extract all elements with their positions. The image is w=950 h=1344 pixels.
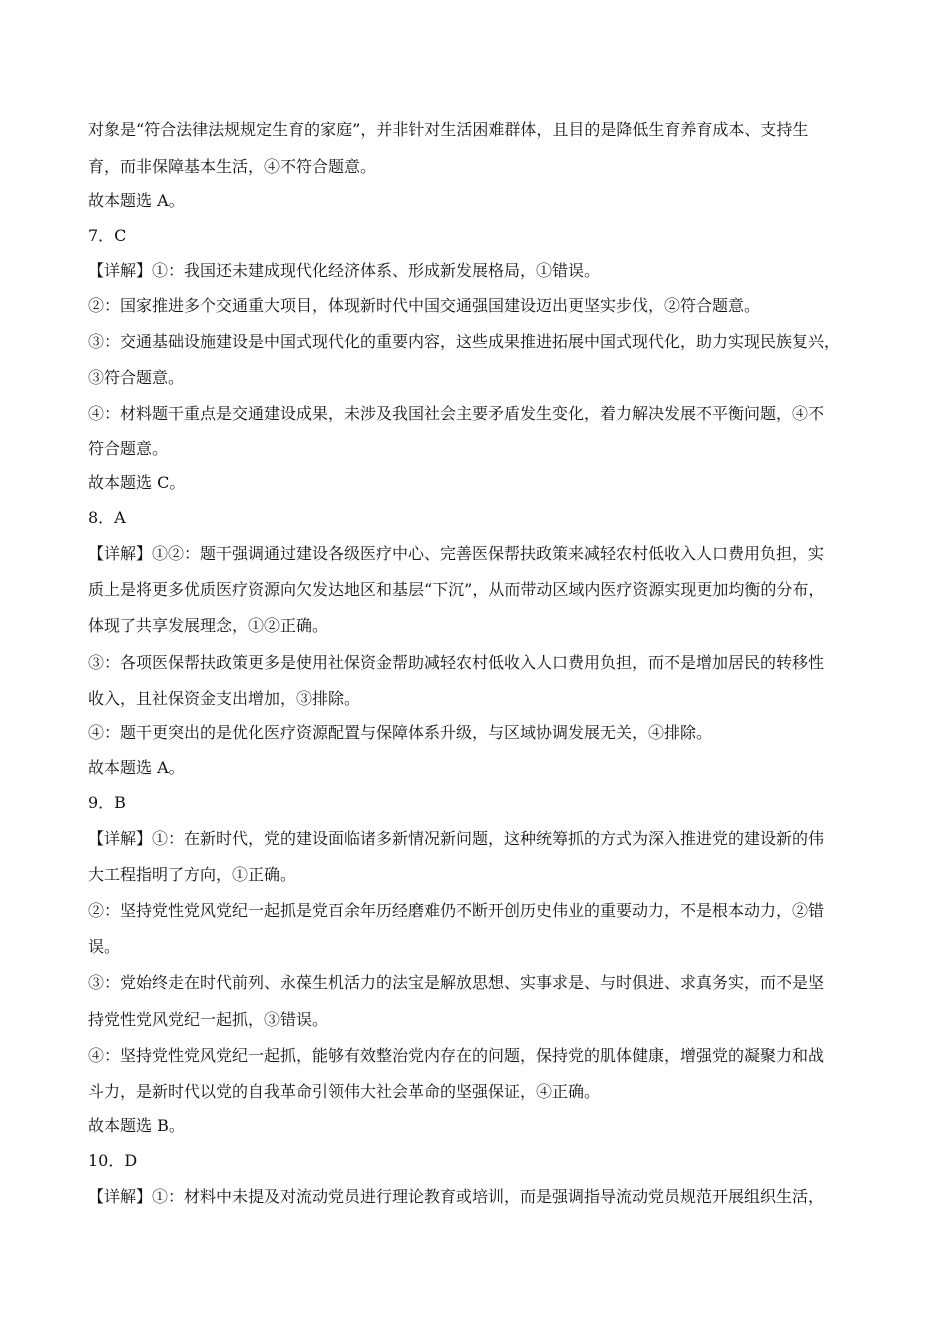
text-line: 质上是将更多优质医疗资源向欠发达地区和基层“下沉”，从而带动区域内医疗资源实现更加均衡的分布， xyxy=(88,580,825,599)
question-number: 9．B xyxy=(88,793,126,812)
text-line: 大工程指明了方向，①正确。 xyxy=(88,865,297,884)
text-line: 故本题选 B。 xyxy=(88,1116,185,1135)
text-line: 对象是“符合法律法规规定生育的家庭”，并非针对生活困难群体，且目的是降低生育养育成本、支持生 xyxy=(88,120,809,139)
text-line: ④：题干更突出的是优化医疗资源配置与保障体系升级，与区域协调发展无关，④排除。 xyxy=(88,723,713,742)
text-line: ③：党始终走在时代前列、永葆生机活力的法宝是解放思想、实事求是、与时俱进、求真务实，而不是坚 xyxy=(88,973,825,992)
text-line: 斗力，是新时代以党的自我革命引领伟大社会革命的坚强保证，④正确。 xyxy=(88,1082,601,1101)
text-line: 【详解】①②：题干强调通过建设各级医疗中心、完善医保帮扶政策来减轻农村低收入人口费用负担，实 xyxy=(88,544,825,563)
text-line: 【详解】①：在新时代，党的建设面临诸多新情况新问题，这种统筹抓的方式为深入推进党的建设新的伟 xyxy=(88,829,825,848)
question-number: 7．C xyxy=(88,226,127,245)
question-number: 8．A xyxy=(88,508,126,527)
text-line: 【详解】①：我国还未建成现代化经济体系、形成新发展格局，①错误。 xyxy=(88,261,601,280)
text-line: 故本题选 A。 xyxy=(88,191,185,210)
text-line: ④：坚持党性党风党纪一起抓，能够有效整治党内存在的问题，保持党的肌体健康，增强党的凝聚力和战 xyxy=(88,1046,825,1065)
text-line: ③：交通基础设施建设是中国式现代化的重要内容，这些成果推进拓展中国式现代化，助力实现民族复兴， xyxy=(88,332,841,351)
text-line: 体现了共享发展理念，①②正确。 xyxy=(88,616,329,635)
text-line: 符合题意。 xyxy=(88,439,169,458)
text-line: ②：国家推进多个交通重大项目，体现新时代中国交通强国建设迈出更坚实步伐，②符合题意。 xyxy=(88,296,761,315)
text-line: ③符合题意。 xyxy=(88,368,185,387)
text-line: 持党性党风党纪一起抓，③错误。 xyxy=(88,1010,329,1029)
text-line: 【详解】①：材料中未提及对流动党员进行理论教育或培训，而是强调指导流动党员规范开展组织生活， xyxy=(88,1187,825,1206)
text-line: ③：各项医保帮扶政策更多是使用社保资金帮助减轻农村低收入人口费用负担，而不是增加居民的转移性 xyxy=(88,653,825,672)
text-line: 收入，且社保资金支出增加，③排除。 xyxy=(88,689,361,708)
text-line: ④：材料题干重点是交通建设成果，未涉及我国社会主要矛盾发生变化，着力解决发展不平衡问题，④不 xyxy=(88,404,825,423)
text-line: 育，而非保障基本生活，④不符合题意。 xyxy=(88,157,377,176)
text-line: 故本题选 A。 xyxy=(88,758,185,777)
question-number: 10．D xyxy=(88,1151,138,1170)
text-line: 误。 xyxy=(88,937,121,956)
text-line: ②：坚持党性党风党纪一起抓是党百余年历经磨难仍不断开创历史伟业的重要动力，不是根本动力，②错 xyxy=(88,901,825,920)
text-line: 故本题选 C。 xyxy=(88,473,186,492)
